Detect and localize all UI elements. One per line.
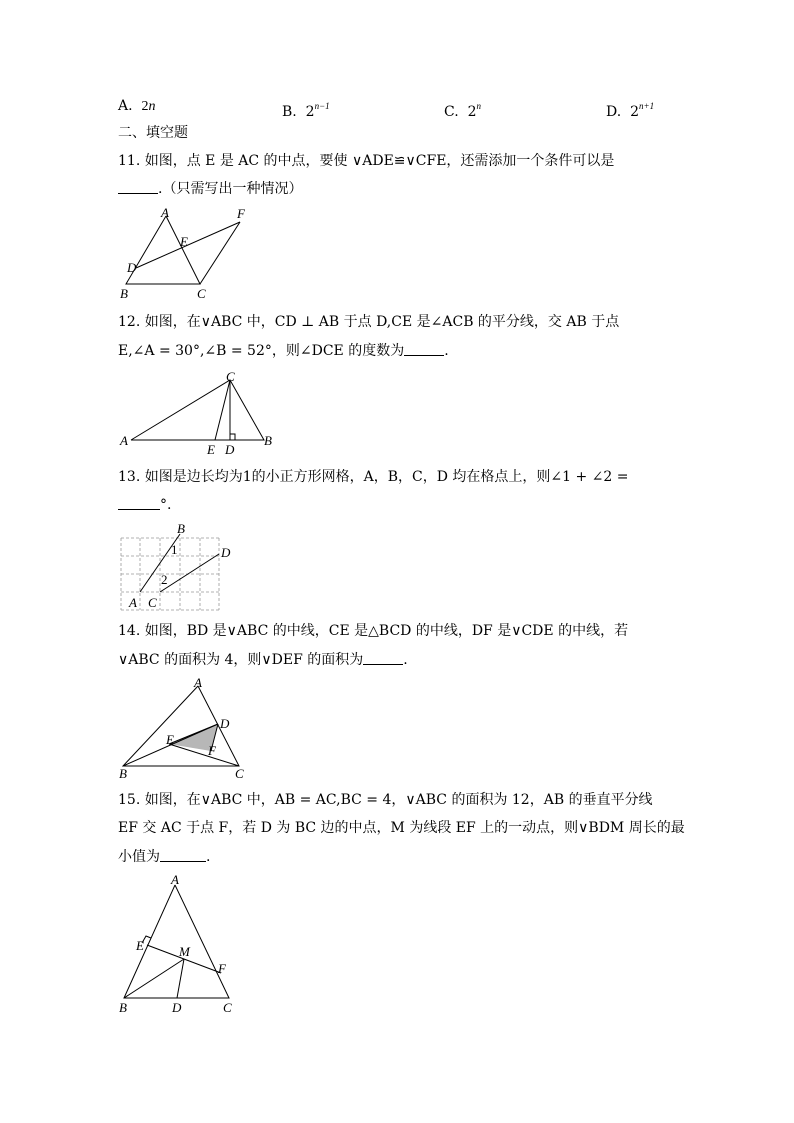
q14-answer-blank[interactable]: [363, 652, 403, 665]
q12-label-c: C: [226, 369, 235, 384]
option-d: D. $2^{n+1}$: [606, 101, 655, 120]
q15-label-c: C: [223, 1000, 232, 1015]
q13-figure: [118, 520, 243, 612]
q11-answer-blank[interactable]: [118, 181, 158, 194]
q12-triangle-abc: [131, 380, 264, 440]
q14-label-a: A: [194, 675, 202, 690]
q15-text-2: EF 交 AC 于点 F，若 D 为 BC 边的中点，M 为线段 EF 上的一动点，则∨BDM 周长的最: [118, 820, 685, 836]
q11-label-b: B: [120, 286, 128, 301]
q15-answer-blank[interactable]: [160, 849, 206, 862]
q11-label-f: F: [237, 206, 245, 221]
q12-line-ce: [215, 380, 230, 440]
q15-label-e: E: [136, 938, 144, 953]
q11-figure: [118, 204, 258, 302]
q12-figure: [118, 368, 283, 458]
q15-label-m: M: [179, 944, 190, 959]
q13-angle-2: 2: [161, 572, 168, 587]
q14-label-f: F: [208, 743, 216, 758]
q13-angle-1: 1: [171, 542, 178, 557]
q14-figure: [118, 676, 253, 780]
q13-text: 13. 如图是边长均为1的小正方形网格，A，B，C，D 均在格点上，则∠1 + ∠2 =: [118, 469, 629, 485]
q12-label-a: A: [120, 433, 128, 448]
q12-answer-blank[interactable]: [404, 343, 444, 356]
q11-label-c: C: [197, 286, 206, 301]
q14-line2: ∨ABC 的面积为 4，则∨DEF 的面积为 .: [118, 652, 408, 668]
option-b: B. $2^{n-1}$: [282, 101, 330, 120]
q11-label-d: D: [127, 260, 137, 275]
q15-label-b: B: [119, 1000, 127, 1015]
q13-line2: °.: [118, 496, 171, 514]
q15-text: 15. 如图，在∨ABC 中，AB = AC,BC = 4，∨ABC 的面积为 12，AB 的垂直平分线: [118, 792, 653, 808]
q12-text: 12. 如图，在∨ABC 中，CD ⊥ AB 于点 D,CE 是∠ACB 的平分线，交 AB 于点: [118, 314, 620, 330]
section-title: 二、填空题: [118, 125, 188, 141]
q11-text: 11. 如图，点 E 是 AC 的中点，要使 ∨ADE≌∨CFE，还需添加一个条件可以是: [118, 153, 615, 169]
q12-line2: E,∠A = 30°,∠B = 52°，则∠DCE 的度数为 .: [118, 343, 449, 359]
q13-label-a: A: [129, 595, 137, 610]
q13-label-d: D: [221, 545, 231, 560]
q14-label-e: E: [166, 732, 174, 747]
q14-text: 14. 如图，BD 是∨ABC 的中线，CE 是△BCD 的中线，DF 是∨CDE 的中线，若: [118, 623, 629, 639]
q15-label-f: F: [218, 961, 226, 976]
q14-label-d: D: [220, 716, 230, 731]
option-a: A. 2n: [118, 98, 156, 114]
q15-line-dm: [177, 959, 184, 998]
q12-label-e: E: [207, 442, 215, 457]
option-c: C. 2$^n$: [444, 101, 481, 120]
q14-label-b: B: [119, 766, 127, 781]
q12-label-b: B: [264, 433, 272, 448]
q13-label-b: B: [177, 521, 185, 536]
q11-line2: .（只需写出一种情况）: [118, 180, 302, 198]
q15-label-d: D: [172, 1000, 182, 1015]
q13-line-cd: [160, 554, 219, 592]
q11-label-a: A: [161, 205, 169, 220]
q11-triangle-abc: [126, 216, 200, 284]
q15-label-a: A: [171, 872, 179, 887]
q12-label-d: D: [225, 442, 235, 457]
q13-label-c: C: [148, 595, 157, 610]
q12-right-angle: [230, 434, 235, 440]
q15-figure: [118, 872, 248, 1017]
q11-label-e: E: [180, 234, 188, 249]
q14-label-c: C: [235, 766, 244, 781]
q13-answer-blank[interactable]: [118, 497, 160, 510]
q15-line3: 小值为 .: [118, 849, 211, 865]
